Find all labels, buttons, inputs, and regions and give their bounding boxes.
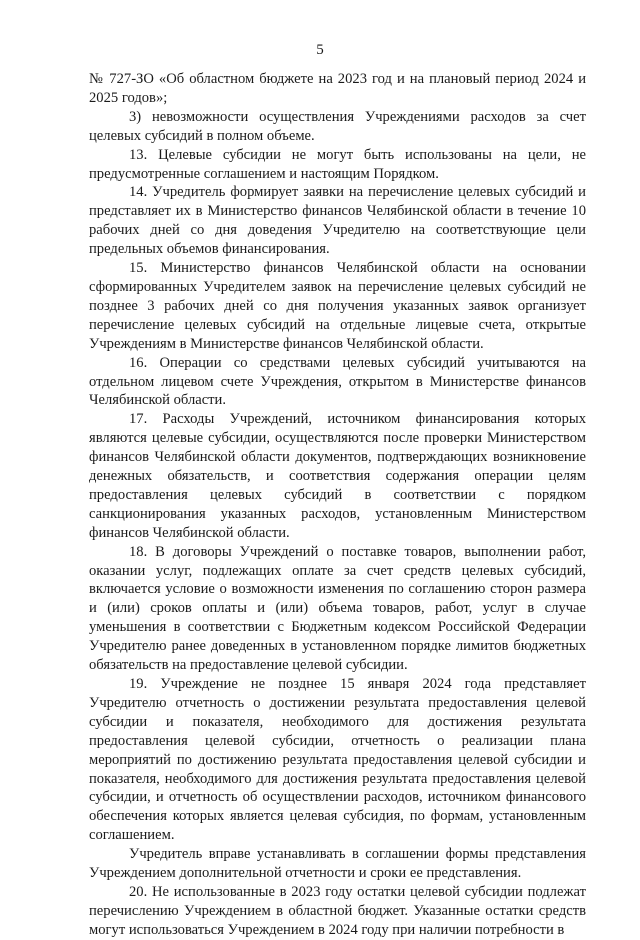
paragraph-item-3: 3) невозможности осуществления Учреждениями расходов за счет целевых субсидий в полном объеме. xyxy=(89,108,586,144)
paragraph-16: 16. Операции со средствами целевых субсидий учитываются на отдельном лицевом счете Учреждения, открытом в Министерстве финансов Челябинской области. xyxy=(89,354,586,409)
page-number: 5 xyxy=(316,42,324,58)
paragraph-17: 17. Расходы Учреждений, источником финансирования которых являются целевые субсидии, осуществляются после проверки Министерством финансов Челябинской области документов, подтверждающих возникновение денежных обязательств, и соответствия содержания операции целям предоставления целевых субсидий в соответствии с порядком санкционирования указанных расходов, установленным Министерством финансов Челябинской области. xyxy=(89,411,586,541)
paragraph-13: 13. Целевые субсидии не могут быть использованы на цели, не предусмотренные соглашением и настоящим Порядком. xyxy=(89,146,586,182)
paragraph-law-reference: № 727-ЗО «Об областном бюджете на 2023 год и на плановый период 2024 и 2025 годов»; xyxy=(89,71,586,106)
paragraph-18: 18. В договоры Учреждений о поставке товаров, выполнении работ, оказании услуг, подлежащих оплате за счет средств целевых субсидий, включается условие о возможности изменения по соглашению сторон размера и (или) сроков оплаты и (или) объема товаров, работ, услуг в случае уменьшения в соответствии с Бюджетным кодексом Российской Федерации Учредителю ранее доведенных в установленном порядке лимитов бюджетных обязательств на предоставление целевой субсидии. xyxy=(89,543,586,674)
paragraph-15: 15. Министерство финансов Челябинской области на основании сформированных Учредителем заявок на перечисление целевых субсидий не позднее 3 рабочих дней со дня получения указанных заявок организует перечисление целевых субсидий на отдельные лицевые счета, открытые Учреждениям в Министерстве финансов Челябинской области. xyxy=(89,260,586,352)
paragraph-19-addendum: Учредитель вправе устанавливать в соглашении формы представления Учреждением дополнительной отчетности и сроки ее представления. xyxy=(89,846,586,882)
paragraph-19: 19. Учреждение не позднее 15 января 2024 года представляет Учредителю отчетность о достижении результата предоставления целевой субсидии и показателя, необходимого для достижения результата предоставления целевой субсидии, отчетность о реализации плана мероприятий по достижению результата предоставления целевой субсидии и показателя, необходимого для достижения результата предоставления целевой субсидии, и отчетность об осуществлении расходов, источником финансового обеспечения которых является целевая субсидия, по формам, установленным соглашением. xyxy=(89,676,586,844)
paragraph-14: 14. Учредитель формирует заявки на перечисление целевых субсидий и представляет их в Министерство финансов Челябинской области в течение 10 рабочих дней со дня доведения Учредителю на соответствующие цели предельных объемов финансирования. xyxy=(89,184,586,258)
document-body xyxy=(89,70,586,940)
paragraph-20: 20. Не использованные в 2023 году остатки целевой субсидии подлежат перечислению Учреждением в областной бюджет. Указанные остатки средств могут использоваться Учреждением в 2024 году при наличии потребности в xyxy=(89,883,586,938)
